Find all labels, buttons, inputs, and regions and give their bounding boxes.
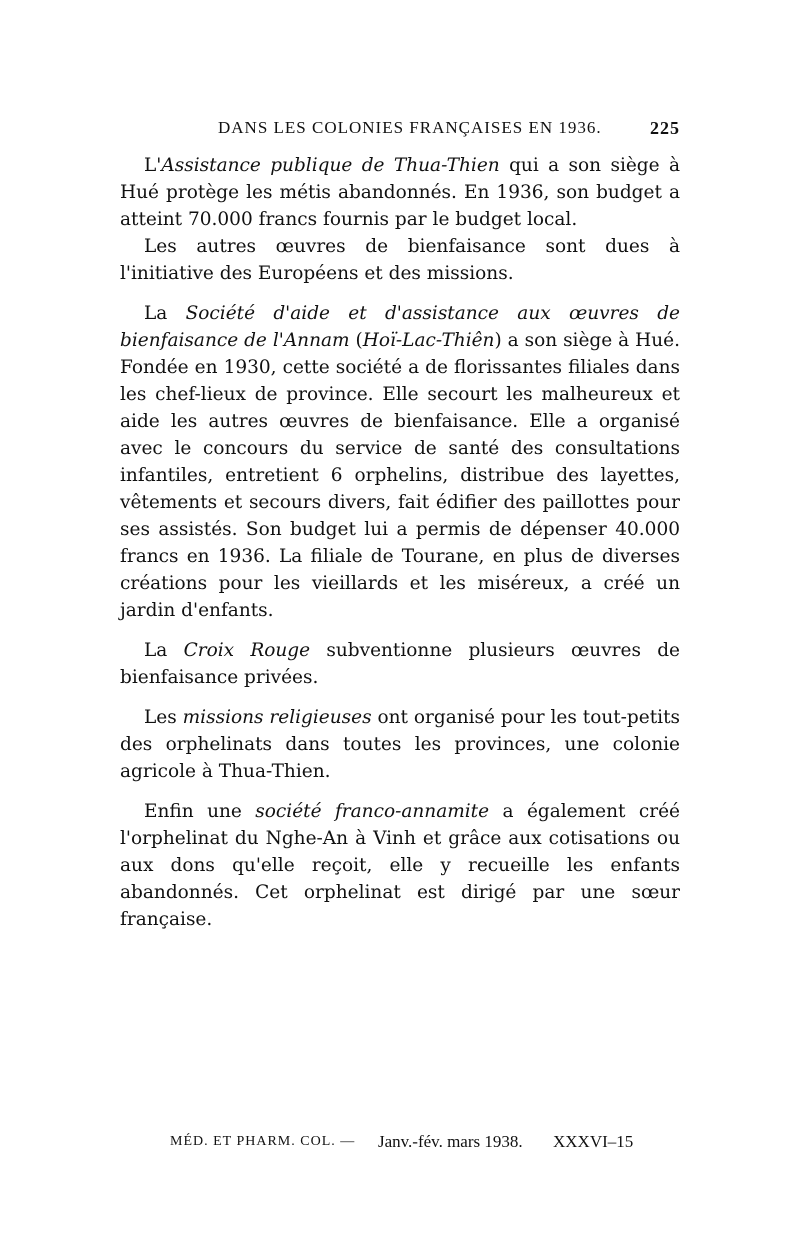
body-text <box>120 152 680 946</box>
paragraph-societe-franco-annamite <box>120 798 680 933</box>
running-title: DANS LES COLONIES FRANÇAISES EN 1936. <box>218 118 602 137</box>
institution-name: société franco-annamite <box>255 801 490 822</box>
paragraph-autres-oeuvres <box>120 233 680 287</box>
institution-alias: Hoï-Lac-Thiên <box>362 330 495 351</box>
paragraph-text: L' <box>144 155 162 176</box>
institution-name: Assistance publique de Thua-Thien <box>161 155 500 176</box>
paragraph-text: subventionne plusieurs œuvres de bienfaisance privées. <box>120 640 681 688</box>
institution-name: Société d'aide et d'assistance aux œuvres de bienfaisance de l'Annam <box>120 303 680 351</box>
paragraph-assistance-publique <box>120 152 680 233</box>
footer-journal: MÉD. ET PHARM. COL. — <box>170 1134 356 1149</box>
paragraph-text: ( <box>349 330 363 351</box>
paragraph-text: qui a son siège à Hué protège les métis abandonnés. En 1936, son budget a atteint 70.000 francs fournis par le budget local. <box>120 155 680 230</box>
paragraph-text: ) a son siège à Hué. Fondée en 1930, cette société a de florissantes filiales dans les chef-lieux de province. Elle secourt les malheureux et aide les autres œuvres de bienfaisance. Elle a organisé avec le concours du service de santé des consultations infantiles, entretient 6 orphelins, distribue des layettes, vêtements et secours divers, fait édifier des paillottes pour ses assistés. Son budget lui a permis de dépenser 40.000 francs en 1936. La filiale de Tourane, en plus de diverses créations pour les vieillards et les miséreux, a créé un jardin d'enfants. <box>120 330 680 621</box>
institution-name: Croix Rouge <box>183 640 311 661</box>
paragraph-text: Les autres œuvres de bienfaisance sont dues à l'initiative des Européens et des missions. <box>120 236 680 284</box>
page-footer <box>170 1132 690 1156</box>
paragraph-text: Enfin une <box>144 801 256 822</box>
page-number: 225 <box>650 118 680 138</box>
institution-name: missions religieuses <box>182 707 372 728</box>
paragraph-text: La <box>144 303 186 324</box>
footer-date: Janv.-fév. mars 1938. <box>378 1132 523 1151</box>
paragraph-societe-aide <box>120 300 680 624</box>
footer-signature: XXXVI–15 <box>553 1132 634 1151</box>
paragraph-text: Les <box>144 707 183 728</box>
paragraph-text: a également créé l'orphelinat du Nghe-An à Vinh et grâce aux cotisations ou aux dons qu'elle reçoit, elle y recueille les enfants abandonnés. Cet orphelinat est dirigé par une sœur française. <box>120 801 680 930</box>
paragraph-missions-religieuses <box>120 704 680 785</box>
paragraph-text: ont organisé pour les tout-petits des orphelinats dans toutes les provinces, une colonie agricole à Thua-Thien. <box>120 707 681 782</box>
running-head <box>118 118 680 142</box>
paragraph-text: La <box>144 640 184 661</box>
paragraph-croix-rouge <box>120 637 680 691</box>
